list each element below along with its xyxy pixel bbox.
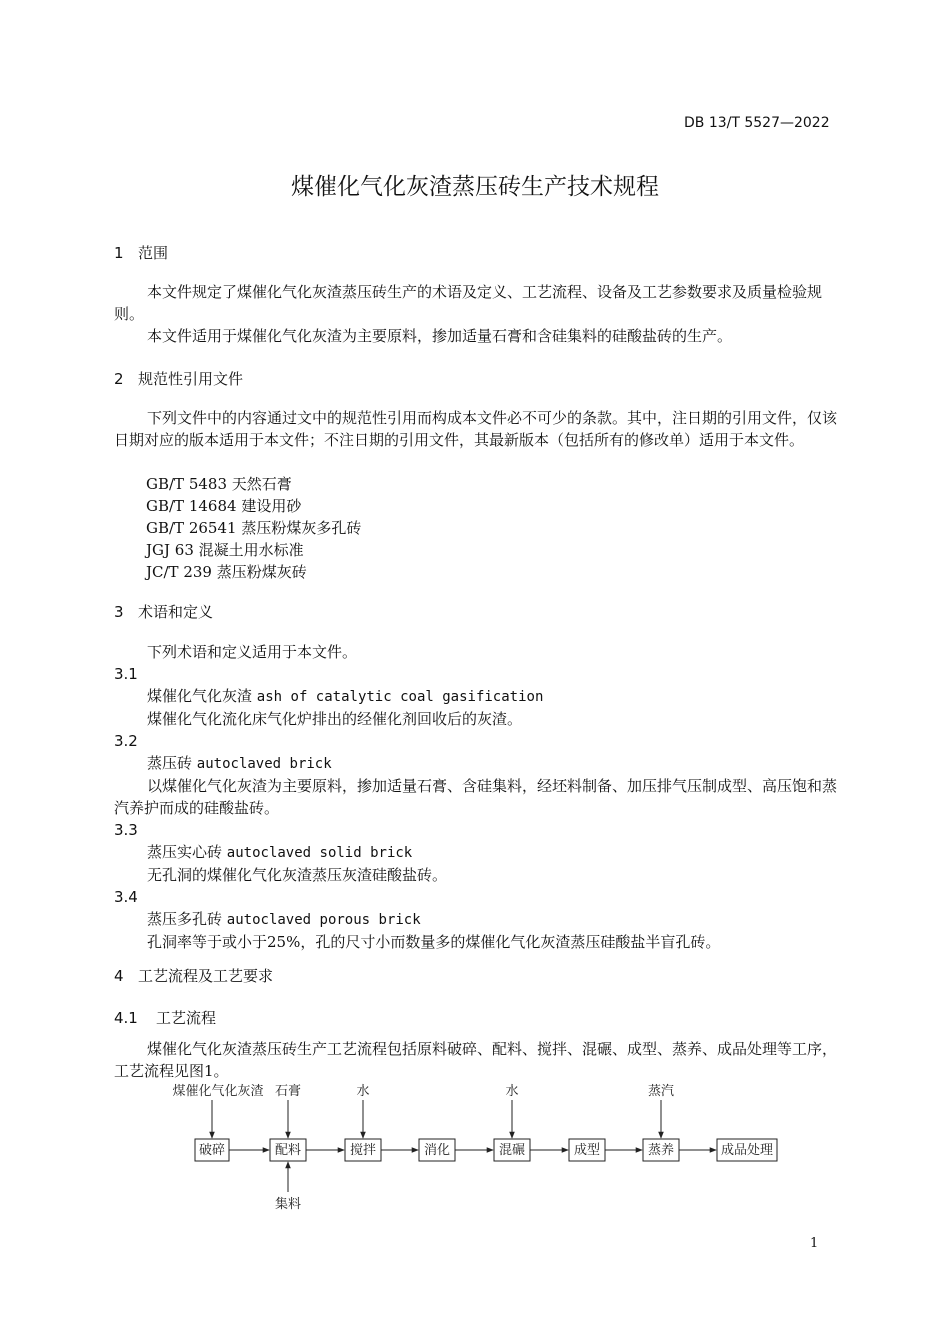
- input-label: 水: [356, 1084, 370, 1099]
- input-label: 水: [505, 1084, 519, 1099]
- section-3-heading: [114, 601, 213, 622]
- paragraph: 本文件适用于煤催化气化灰渣为主要原料，掺加适量石膏和含硅集料的硅酸盐砖的生产。: [147, 327, 733, 345]
- reference-list: [146, 473, 361, 583]
- term-heading: [114, 685, 838, 708]
- section-3-body: [114, 641, 838, 953]
- step-label: 混碾: [498, 1143, 526, 1158]
- term-number: 3.4: [114, 888, 138, 906]
- term-number: 3.2: [114, 732, 138, 750]
- step-label: 搅拌: [349, 1143, 377, 1158]
- process-flowchart: [150, 1080, 790, 1210]
- term-chinese: 蒸压多孔砖: [147, 910, 223, 928]
- section-4-heading: [114, 965, 273, 986]
- input-label: 蒸汽: [647, 1084, 675, 1099]
- section-title: 工艺流程及工艺要求: [138, 967, 274, 985]
- step-label: 成品处理: [720, 1143, 774, 1158]
- section-2-intro: [114, 407, 838, 451]
- term-chinese: 煤催化气化灰渣: [147, 687, 253, 705]
- section-1-body: [114, 281, 838, 347]
- section-number: 4: [114, 967, 124, 985]
- reference-item: GB/T 5483 天然石膏: [146, 475, 292, 493]
- step-label: 成型: [573, 1143, 601, 1158]
- page-number: 1: [810, 1236, 819, 1251]
- reference-item: GB/T 26541 蒸压粉煤灰多孔砖: [146, 519, 362, 537]
- term-heading: [114, 752, 838, 775]
- step-label: 消化: [423, 1143, 451, 1158]
- section-2-heading: [114, 368, 243, 389]
- term-english: autoclaved brick: [196, 756, 332, 772]
- standard-code: DB 13/T 5527—2022: [684, 115, 830, 131]
- paragraph: 煤催化气化灰渣蒸压砖生产工艺流程包括原料破碎、配料、搅拌、混碾、成型、蒸养、成品处理等工序，工艺流程见图1。: [114, 1040, 838, 1080]
- term-definition: 以煤催化气化灰渣为主要原料，掺加适量石膏、含硅集料，经坯料制备、加压排气压制成型、高压饱和蒸汽养护而成的硅酸盐砖。: [114, 777, 838, 817]
- term-heading: [114, 841, 838, 864]
- section-title: 范围: [138, 244, 169, 262]
- section-title: 术语和定义: [138, 603, 214, 621]
- term-number: 3.1: [114, 665, 138, 683]
- reference-item: JGJ 63 混凝土用水标准: [146, 541, 304, 559]
- term-english: autoclaved solid brick: [226, 845, 413, 861]
- term-heading: [114, 908, 838, 931]
- term-number: 3.3: [114, 821, 138, 839]
- subsection-number: 4.1: [114, 1009, 138, 1027]
- paragraph: 本文件规定了煤催化气化灰渣蒸压砖生产的术语及定义、工艺流程、设备及工艺参数要求及质量检验规则。: [114, 283, 823, 323]
- subsection-title: 工艺流程: [156, 1009, 217, 1027]
- step-label: 破碎: [198, 1143, 226, 1158]
- section-number: 2: [114, 370, 124, 388]
- reference-item: JC/T 239 蒸压粉煤灰砖: [146, 563, 307, 581]
- step-label: 蒸养: [647, 1143, 675, 1158]
- term-chinese: 蒸压实心砖: [147, 843, 223, 861]
- term-definition: 无孔洞的煤催化气化灰渣蒸压灰渣硅酸盐砖。: [147, 866, 448, 884]
- section-1-heading: [114, 242, 168, 263]
- term-english: autoclaved porous brick: [226, 912, 421, 928]
- subsection-4-1-heading: [114, 1007, 216, 1028]
- subsection-4-1-body: [114, 1038, 838, 1082]
- term-definition: 煤催化气化流化床气化炉排出的经催化剂回收后的灰渣。: [147, 710, 523, 728]
- input-label: 集料: [274, 1197, 302, 1210]
- paragraph: 下列文件中的内容通过文中的规范性引用而构成本文件必不可少的条款。其中，注日期的引用文件，仅该日期对应的版本适用于本文件；不注日期的引用文件，其最新版本（包括所有的修改单）适用于本文件。: [114, 409, 838, 449]
- document-title: 煤催化气化灰渣蒸压砖生产技术规程: [291, 174, 659, 200]
- input-label: 石膏: [274, 1084, 302, 1099]
- term-definition: 孔洞率等于或小于25%，孔的尺寸小而数量多的煤催化气化灰渣蒸压硅酸盐半盲孔砖。: [147, 933, 721, 951]
- term-chinese: 蒸压砖: [147, 754, 193, 772]
- section-title: 规范性引用文件: [138, 370, 244, 388]
- section-number: 3: [114, 603, 124, 621]
- step-label: 配料: [274, 1143, 302, 1158]
- paragraph: 下列术语和定义适用于本文件。: [147, 643, 358, 661]
- section-number: 1: [114, 244, 124, 262]
- reference-item: GB/T 14684 建设用砂: [146, 497, 302, 515]
- term-english: ash of catalytic coal gasification: [256, 689, 544, 705]
- input-label: 煤催化气化灰渣: [172, 1084, 264, 1099]
